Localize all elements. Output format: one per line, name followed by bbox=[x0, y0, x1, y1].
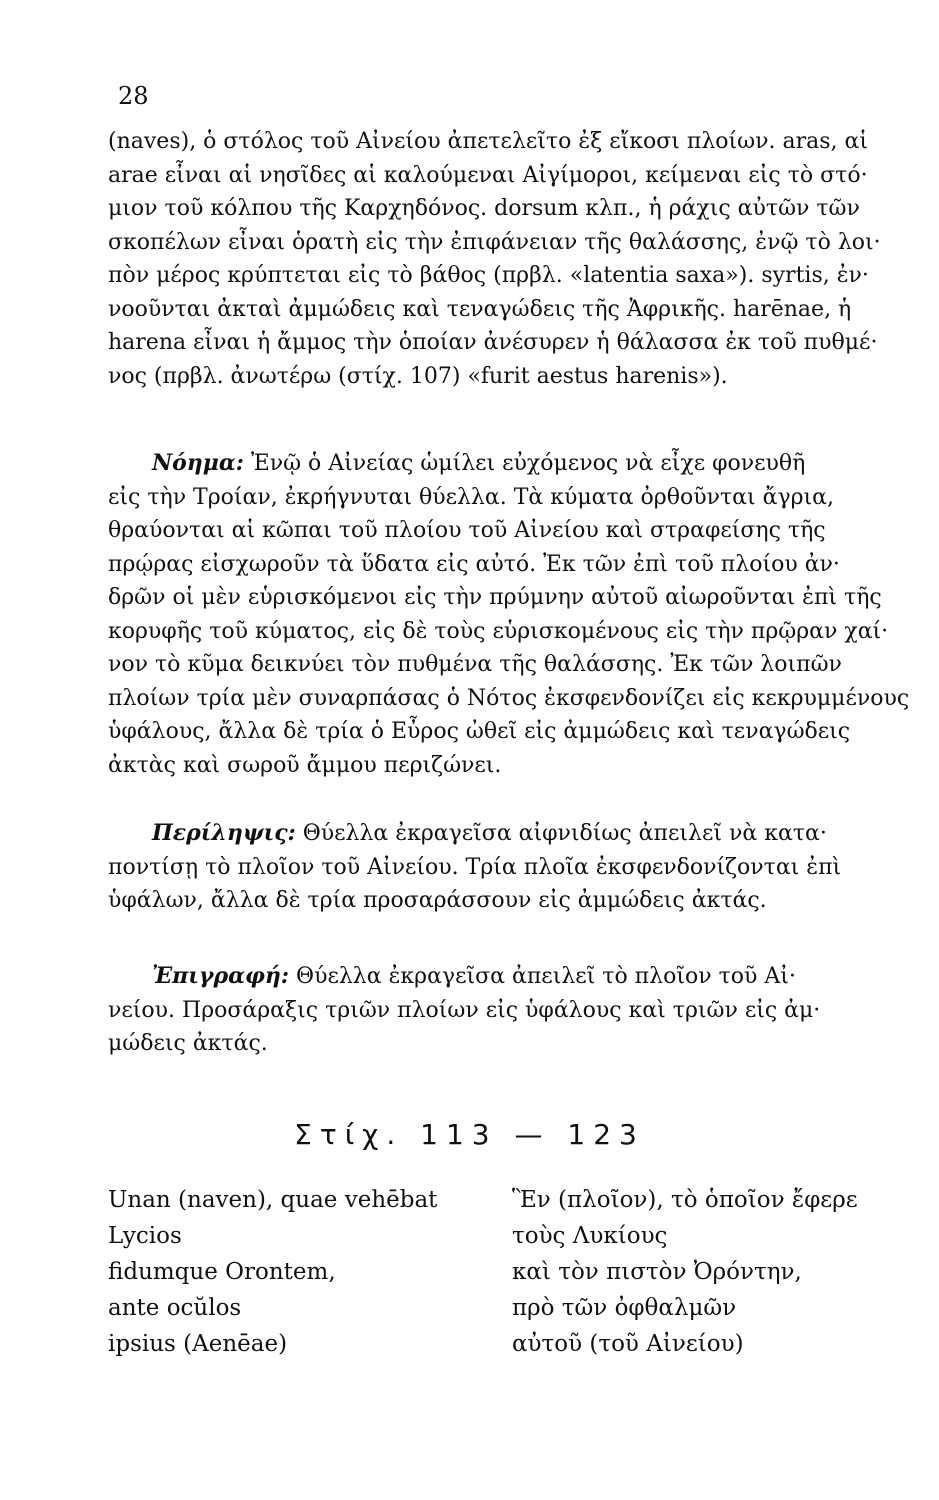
epigrafi-paragraph bbox=[108, 960, 930, 1061]
text-line: arae εἶναι αἱ νησῖδες αἱ καλούμεναι Αἰγίμοροι, κείμεναι εἰς τὸ στό· bbox=[108, 162, 868, 188]
text-line: σκοπέλων εἶναι ὁρατὴ εἰς τὴν ἐπιφάνειαν τῆς θαλάσσης, ἐνῷ τὸ λοι· bbox=[108, 229, 881, 255]
text-line-content: Ἐνῷ ὁ Αἰνείας ὡμίλει εὐχόμενος νὰ εἶχε φονευθῆ bbox=[250, 451, 806, 476]
text-line: νος (πρβλ. ἀνωτέρω (στίχ. 107) «furit aestus harenis»). bbox=[108, 363, 728, 389]
perilipsis-label: Περίληψις: bbox=[152, 820, 296, 846]
greek-line: καὶ τὸν πιστὸν Ὀρόντην, bbox=[512, 1259, 802, 1285]
text-line-first bbox=[108, 817, 930, 851]
text-line: θραύονται αἱ κῶπαι τοῦ πλοίου τοῦ Αἰνείου καὶ στραφείσης τῆς bbox=[108, 518, 826, 543]
text-line: ἀκτὰς καὶ σωροῦ ἄμμου περιζώνει. bbox=[108, 752, 502, 778]
page-number: 28 bbox=[118, 82, 149, 110]
text-line: ὑφάλους, ἄλλα δὲ τρία ὁ Εὖρος ὠθεῖ εἰς ἀμμώδεις καὶ τεναγώδεις bbox=[108, 719, 851, 744]
latin-line: Unan (naven), quae vehēbat bbox=[108, 1187, 438, 1213]
text-line: πρῴρας εἰσχωροῦν τὰ ὕδατα εἰς αὐτό. Ἐκ τῶν ἐπὶ τοῦ πλοίου ἀν· bbox=[108, 551, 840, 577]
text-line-content: Θύελλα ἐκραγεῖσα ἀπειλεῖ τὸ πλοῖον τοῦ Αἰ· bbox=[296, 964, 796, 989]
noima-paragraph bbox=[108, 447, 930, 782]
text-line: πλοίων τρία μὲν συναρπάσας ὁ Νότος ἐκσφενδονίζει εἰς κεκρυμμένους bbox=[108, 685, 910, 711]
greek-line: τοὺς Λυκίους bbox=[512, 1223, 668, 1249]
text-line: ποντίσῃ τὸ πλοῖον τοῦ Αἰνείου. Τρία πλοῖα ἐκσφενδονίζονται ἐπὶ bbox=[108, 854, 842, 880]
text-line: μιον τοῦ κόλπου τῆς Καρχηδόνος. dorsum κλπ., ἡ ράχις αὐτῶν τῶν bbox=[108, 196, 860, 221]
text-line: πὸν μέρος κρύπτεται εἰς τὸ βάθος (πρβλ. «latentia saxa»). syrtis, ἐν· bbox=[108, 263, 869, 288]
text-line: νοοῦνται ἀκταὶ ἀμμώδεις καὶ τεναγώδεις τῆς Ἀφρικῆς. harēnae, ἡ bbox=[108, 296, 852, 322]
text-line: νείου. Προσάραξις τριῶν πλοίων εἰς ὑφάλους καὶ τριῶν εἰς ἀμ· bbox=[108, 997, 821, 1023]
latin-line: Lycios bbox=[108, 1223, 182, 1249]
latin-line: ante ocŭlos bbox=[108, 1295, 242, 1321]
greek-column bbox=[512, 1182, 858, 1362]
noima-label: Νόημα: bbox=[152, 450, 244, 476]
text-line: εἰς τὴν Τροίαν, ἐκρήγνυται θύελλα. Τὰ κύματα ὀρθοῦνται ἄγρια, bbox=[108, 484, 835, 510]
text-line: harena εἶναι ἡ ἄμμος τὴν ὁποίαν ἀνέσυρεν ἡ θάλασσα ἐκ τοῦ πυθμέ· bbox=[108, 330, 878, 355]
text-line: ὑφάλων, ἄλλα δὲ τρία προσαράσσουν εἰς ἀμμώδεις ἀκτάς. bbox=[108, 888, 767, 913]
intro-notes-paragraph bbox=[108, 125, 930, 393]
text-line: κορυφῆς τοῦ κύματος, εἰς δὲ τοὺς εὑρισκομένους εἰς τὴν πρῷραν χαί· bbox=[108, 618, 889, 644]
text-line-first bbox=[108, 447, 930, 481]
text-line: μώδεις ἀκτάς. bbox=[108, 1031, 268, 1056]
text-line: (naves), ὁ στόλος τοῦ Αἰνείου ἀπετελεῖτο ἐξ εἴκοσι πλοίων. aras, αἱ bbox=[108, 129, 868, 154]
verse-range-heading: Στίχ. 113 — 123 bbox=[294, 1118, 645, 1151]
greek-line: Ἓν (πλοῖον), τὸ ὁποῖον ἔφερε bbox=[512, 1187, 858, 1213]
text-line-content: Θύελλα ἐκραγεῖσα αἰφνιδίως ἀπειλεῖ νὰ κατα· bbox=[302, 821, 827, 846]
greek-line: αὐτοῦ (τοῦ Αἰνείου) bbox=[512, 1331, 744, 1357]
text-line: δρῶν οἱ μὲν εὑρισκόμενοι εἰς τὴν πρύμνην αὐτοῦ αἰωροῦνται ἐπὶ τῆς bbox=[108, 585, 882, 610]
latin-column bbox=[108, 1182, 437, 1362]
perilipsis-paragraph bbox=[108, 817, 930, 918]
latin-line: fidumque Orontem, bbox=[108, 1259, 336, 1285]
greek-line: πρὸ τῶν ὀφθαλμῶν bbox=[512, 1295, 737, 1321]
epigrafi-label: Ἐπιγραφή: bbox=[152, 963, 290, 989]
text-line-first bbox=[108, 960, 930, 994]
text-line: νον τὸ κῦμα δεικνύει τὸν πυθμένα τῆς θαλάσσης. Ἐκ τῶν λοιπῶν bbox=[108, 652, 842, 677]
latin-line: ipsius (Aenēae) bbox=[108, 1331, 288, 1357]
